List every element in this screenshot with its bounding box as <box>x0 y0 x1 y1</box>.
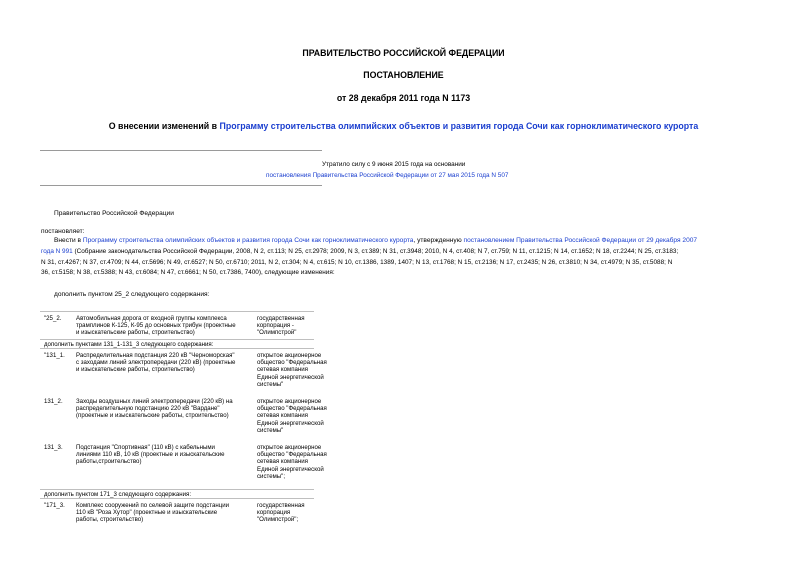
row-131-2-org-line: открытое акционерное <box>257 398 322 405</box>
row-131-2-organization <box>257 398 327 434</box>
row-131-2-number: 131_2. <box>44 398 63 405</box>
row-171-3-org-line: "Олимпстрой"; <box>257 516 299 524</box>
row-131-3-desc-line: линиями 110 кВ, 10 кВ (проектные и изыскательские <box>76 451 225 459</box>
row-131-3-org-line: сетевая компания <box>257 458 308 466</box>
row-131-1-org-line: сетевая компания <box>257 366 308 374</box>
row-25-2-number: "25_2. <box>44 315 62 322</box>
row-131-1-desc-line: Распределительная подстанция 220 кВ "Черноморская" <box>76 352 235 359</box>
divider-top <box>40 150 322 151</box>
divider-bottom <box>40 185 322 186</box>
row-131-3-org-line: системы"; <box>257 472 286 480</box>
row-131-2-desc-line: Заходы воздушных линий электропередачи (220 кВ) на <box>76 398 233 405</box>
row-171-3-org-line: государственная <box>257 502 305 509</box>
row-171-3-number: "171_3. <box>44 502 65 509</box>
title-program-link[interactable]: Программу строительства олимпийских объектов и развития города Сочи как горноклиматического курорта <box>219 121 699 131</box>
table-line <box>40 489 314 490</box>
amendment-paragraph <box>41 236 771 279</box>
row-25-2-desc-line: трамплинов К-125, К-95 до основных трибун (проектные <box>76 322 236 330</box>
row-171-3-desc-line: работы, строительство) <box>76 516 144 524</box>
row-171-3-org-line: корпорация <box>257 509 291 517</box>
row-131-2-description <box>76 398 256 420</box>
document-type: ПОСТАНОВЛЕНИЕ <box>363 70 444 80</box>
row-131-1-org-line: Единой энергетической <box>257 373 324 381</box>
row-131-1-organization <box>257 352 327 388</box>
row-131-3-desc-line: работы,строительство) <box>76 458 142 466</box>
row-131-2-desc-line: (проектные и изыскательские работы, строительство) <box>76 412 229 420</box>
intro-decree-link[interactable]: постановлением Правительства Российской Федерации от 29 декабря 2007 <box>463 237 698 244</box>
add-131-note: дополнить пунктами 131_1-131_3 следующего содержания: <box>44 341 214 348</box>
row-131-3-org-line: общество "Федеральная <box>257 451 327 459</box>
row-131-3-org-line: открытое акционерное <box>257 444 322 451</box>
row-131-2-org-line: системы" <box>257 426 284 434</box>
row-131-3-organization <box>257 444 327 480</box>
row-131-3-desc-line: Подстанция "Спортивная" (110 кВ) с кабельными <box>76 444 215 451</box>
row-171-3-desc-line: 110 кВ "Роза Хутор" (проектные и изыскательские <box>76 509 218 517</box>
row-171-3-desc-line: Комплекс сооружений по селевой защите подстанции <box>76 502 230 509</box>
intro-prefix: Внести в <box>54 237 82 244</box>
table-line <box>40 498 314 499</box>
row-131-1-number: "131_1. <box>44 352 65 359</box>
row-25-2-org-line: "Олимпстрой" <box>257 329 297 337</box>
row-25-2-description <box>76 315 256 337</box>
row-25-2-org-line: государственная <box>257 315 305 322</box>
document-title <box>0 121 807 131</box>
row-131-1-description <box>76 352 256 374</box>
body-decrees: постановляет: <box>41 228 85 235</box>
table-line <box>40 339 314 340</box>
row-131-2-org-line: Единой энергетической <box>257 419 324 427</box>
add-25-2-note: дополнить пунктом 25_2 следующего содержания: <box>54 291 210 298</box>
row-131-3-description <box>76 444 256 466</box>
row-131-2-org-line: общество "Федеральная <box>257 405 327 413</box>
intro-rest1: (Собрание законодательства Российской Федерации, 2008, N 2, ст.113; N 25, ст.2978; 2009, N 3, ст.389; N 31, ст.3948; 2010, N 4, ст.408; N 7, ст.759; N 11, ст.1215; N 14, ст.1652; N 18, ст.2244; N 25, ст.3183; <box>72 247 679 255</box>
intro-program-link[interactable]: Программу строительства олимпийских объектов и развития города Сочи как горноклиматического курорта <box>82 237 414 244</box>
government-header: ПРАВИТЕЛЬСТВО РОССИЙСКОЙ ФЕДЕРАЦИИ <box>302 48 505 58</box>
row-25-2-organization <box>257 315 305 337</box>
intro-mid: , утвержденную <box>413 237 462 244</box>
document-date-number: от 28 декабря 2011 года N 1173 <box>336 93 471 103</box>
intro-decree-link-cont[interactable]: года N 991 <box>41 247 73 255</box>
body-government: Правительство Российской Федерации <box>54 210 174 217</box>
row-131-2-org-line: сетевая компания <box>257 412 308 420</box>
row-131-1-org-line: системы" <box>257 380 284 388</box>
row-131-1-desc-line: и изыскательские работы, строительство) <box>76 366 195 374</box>
intro-rest2: N 31, ст.4267; N 37, ст.4709; N 44, ст.5696; N 49, ст.6527; N 50, ст.6710; 2011, N 2, ст.304; N 4, ст.615; N 10, ст.1386, 1389, 1407; N 13, ст.1768; N 15, ст.2136; N 17, ст.2435; N 26, ст.3810; N 34, ст.4979; N 35, ст.5088; N <box>41 258 673 266</box>
row-25-2-desc-line: Автомобильная дорога от входной группы комплекса <box>76 315 227 322</box>
add-171-note: дополнить пунктом 171_3 следующего содержания: <box>44 491 192 498</box>
row-131-1-org-line: общество "Федеральная <box>257 359 327 367</box>
row-131-3-number: 131_3. <box>44 444 63 451</box>
row-131-2-desc-line: распределительную подстанцию 220 кВ "Вардане" <box>76 405 220 413</box>
table-top-line <box>40 311 314 312</box>
row-131-1-desc-line: с заходами линий электропередачи (220 кВ) (проектные <box>76 359 236 367</box>
repeal-decree-link[interactable]: постановления Правительства Российской Федерации от 27 мая 2015 года N 507 <box>266 172 509 179</box>
repeal-note: Утратило силу с 9 июня 2015 года на основании <box>322 161 466 168</box>
row-131-3-org-line: Единой энергетической <box>257 465 324 473</box>
title-prefix: О внесении изменений в <box>108 121 218 131</box>
row-171-3-organization <box>257 502 305 524</box>
row-25-2-desc-line: и изыскательские работы, строительство) <box>76 329 195 337</box>
row-171-3-description <box>76 502 256 524</box>
row-131-1-org-line: открытое акционерное <box>257 352 322 359</box>
row-25-2-org-line: корпорация - <box>257 322 294 330</box>
table-line <box>40 348 314 349</box>
intro-rest3: 36, ст.5158; N 38, ст.5388; N 43, ст.6084; N 47, ст.6661; N 50, ст.7386, 7400), следующие изменения: <box>41 269 335 277</box>
